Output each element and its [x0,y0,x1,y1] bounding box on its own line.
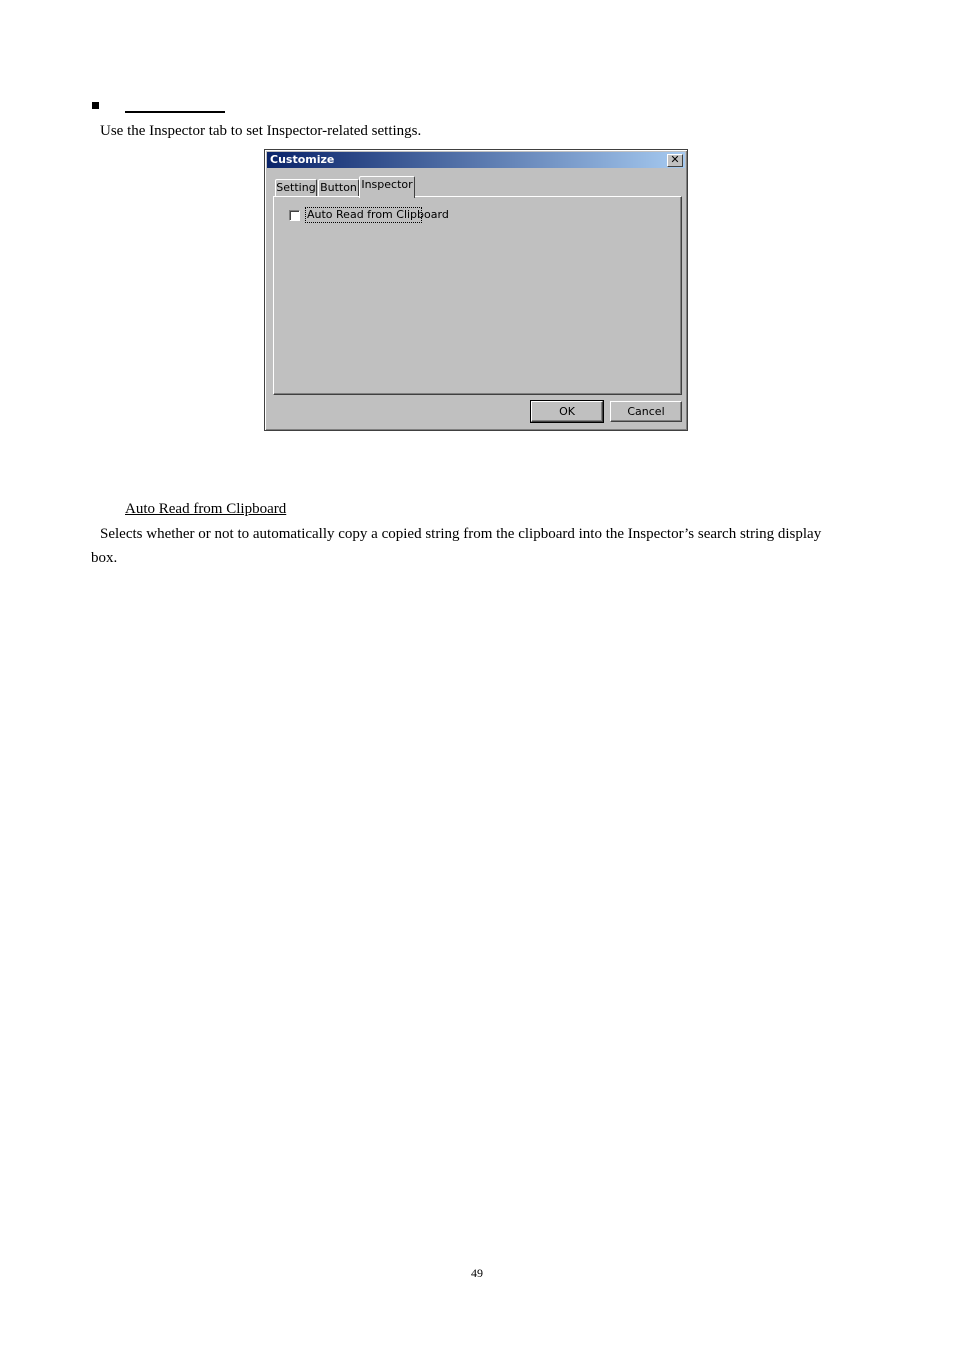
customize-dialog [264,149,688,431]
option-description: Selects whether or not to automatically copy a copied string from the clipboard into the Inspector’s search string display box. [91,526,822,566]
auto-read-checkbox-label[interactable]: Auto Read from Clipboard [307,208,449,221]
section-heading-rule [125,111,225,113]
inspector-tab-panel [273,196,682,395]
page-number: 49 [471,1266,483,1280]
auto-read-checkbox[interactable] [289,210,300,221]
dialog-title: Customize [270,153,335,166]
close-icon: ✕ [670,153,680,166]
close-button[interactable] [667,154,683,167]
tab-inspector[interactable]: Inspector [359,176,415,198]
option-heading: Auto Read from Clipboard [125,501,287,517]
intro-text: Use the Inspector tab to set Inspector-related settings. [100,123,422,139]
tab-setting[interactable]: Setting [275,179,317,197]
cancel-button[interactable]: Cancel [610,401,682,422]
tab-button[interactable]: Button [318,179,359,197]
dialog-titlebar[interactable] [267,152,685,168]
bullet-marker [92,102,99,109]
ok-button[interactable]: OK [531,401,603,422]
